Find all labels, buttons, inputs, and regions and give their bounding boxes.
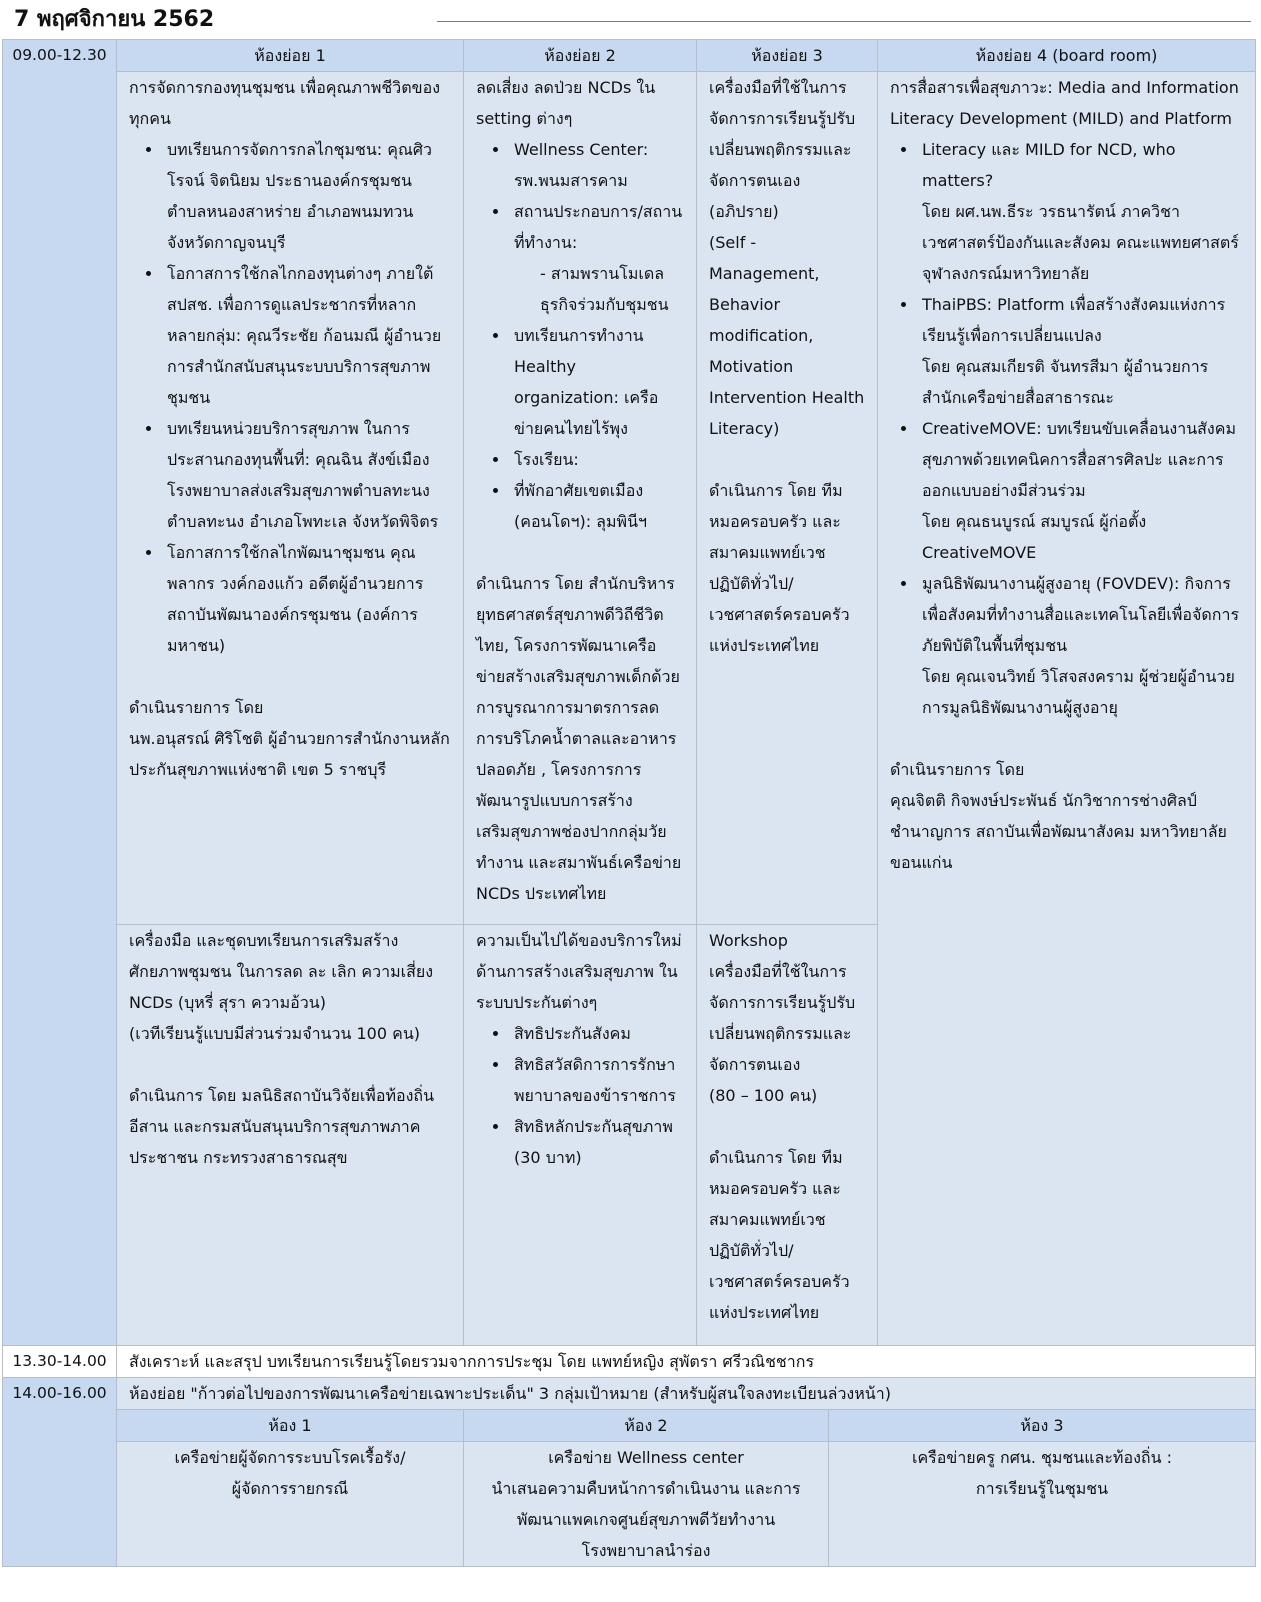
- item-by: โดย ผศ.นพ.ธีระ วรธนารัตน์ ภาควิชาเวชศาสตร์ป้องกันและสังคม คณะแพทยศาสตร์ จุฬาลงกรณ์มหาวิทยาลัย: [922, 202, 1239, 283]
- list-item: • สิทธิสวัสดิการการรักษาพยาบาลของข้าราชการ: [510, 1049, 684, 1111]
- room2-session-bottom: [464, 925, 697, 1346]
- afternoon-room2: [464, 1442, 829, 1567]
- room4-organizer-label: ดำเนินรายการ โดย: [890, 760, 1025, 779]
- item-lead: • Literacy และ MILD for NCD, who matters?: [922, 140, 1176, 190]
- afternoon-room2-header: ห้อง 2: [464, 1410, 829, 1442]
- list-item: • บทเรียนการทำงาน Healthy organization: เครือข่ายคนไทยไร้พุง: [510, 320, 684, 444]
- room-line: ผู้จัดการรายกรณี: [231, 1479, 349, 1498]
- room3-bottom-label: Workshop: [709, 931, 788, 950]
- room2-bottom-bullets: [476, 1018, 684, 1173]
- morning-top-row: [3, 72, 1256, 925]
- sub-list-item: - สามพรานโมเดล ธุรกิจร่วมกับชุมชน: [536, 258, 684, 320]
- room1-bottom-title: เครื่องมือ และชุดบทเรียนการเสริมสร้างศักยภาพชุมชน ในการลด ละ เลิก ความเสี่ยง NCDs (บุหรี่ สุรา ความอ้วน): [129, 931, 434, 1012]
- list-item: • บทเรียนการจัดการกลไกชุมชน: คุณศิวโรจน์ จิตนิยม ประธานองค์กรชุมชนตำบลหนองสาหร่าย อำเภอพนมทวน จังหวัดกาญจนบุรี: [163, 134, 451, 258]
- list-item: [918, 134, 1243, 289]
- afternoon-room-header-row: [3, 1410, 1256, 1442]
- list-item: [918, 568, 1243, 723]
- room-line: เครือข่ายผู้จัดการระบบโรคเรื้อรัง/: [174, 1448, 406, 1467]
- afternoon-description: ห้องย่อย "ก้าวต่อไปของการพัฒนาเครือข่ายเฉพาะประเด็น" 3 กลุ่มเป้าหมาย (สำหรับผู้สนใจลงทะเบียนล่วงหน้า): [117, 1378, 1256, 1410]
- room3-organizer: ดำเนินการ โดย ทีมหมอครอบครัว และสมาคมแพทย์เวชปฏิบัติทั่วไป/ เวชศาสตร์ครอบครัวแห่งประเทศไทย: [709, 481, 850, 655]
- room2-organizer: ดำเนินการ โดย สำนักบริหารยุทธศาสตร์สุขภาพดีวิถีชีวิตไทย, โครงการพัฒนาเครือข่ายสร้างเสริมสุขภาพเด็กด้วยการบูรณาการมาตรการลดการบริโภคน้ำตาลและอาหารปลอดภัย , โครงการการพัฒนารูปแบบการสร้างเสริมสุขภาพช่องปากกลุ่มวัยทำงาน และสมาพันธ์เครือข่าย NCDs ประเทศไทย: [476, 574, 682, 903]
- list-item: [918, 413, 1243, 568]
- list-item: • ที่พักอาศัยเขตเมือง (คอนโดฯ): ลุมพินีฯ: [510, 475, 684, 537]
- list-item: • โรงเรียน:: [510, 444, 684, 475]
- room3-header: ห้องย่อย 3: [697, 40, 878, 72]
- room3-bottom-title: เครื่องมือที่ใช้ในการจัดการการเรียนรู้ปรับเปลี่ยนพฤติกรรมและจัดการตนเอง: [709, 962, 856, 1074]
- item-lead: • มูลนิธิพัฒนางานผู้สูงอายุ (FOVDEV): กิจการเพื่อสังคมที่ทำงานสื่อและเทคโนโลยีเพื่อจัดการภัยพิบัติในพื้นที่ชุมชน: [922, 574, 1240, 655]
- room1-header: ห้องย่อย 1: [117, 40, 464, 72]
- item-by: โดย คุณธนบูรณ์ สมบูรณ์ ผู้ก่อตั้ง CreativeMOVE: [922, 512, 1147, 562]
- list-item: • โอกาสการใช้กลไกกองทุนต่างๆ ภายใต้ สปสช. เพื่อการดูแลประชากรที่หลากหลายกลุ่ม: คุณวีระชัย ก้อนมณี ผู้อำนวยการสำนักสนับสนุนระบบบริการสุขภาพชุมชน: [163, 258, 451, 413]
- room1-session-bottom: [117, 925, 464, 1346]
- list-item: • บทเรียนหน่วยบริการสุขภาพ ในการประสานกองทุนพื้นที่: คุณฉิน สังข์เมือง โรงพยาบาลส่งเสริมสุขภาพตำบลทะนง ตำบลทะนง อำเภอโพทะเล จังหวัดพิจิตร: [163, 413, 451, 537]
- list-item: • สิทธิหลักประกันสุขภาพ (30 บาท): [510, 1111, 684, 1173]
- list-item: [918, 289, 1243, 413]
- room3-session-bottom: [697, 925, 878, 1346]
- room1-session-top: [117, 72, 464, 925]
- midday-summary: สังเคราะห์ และสรุป บทเรียนการเรียนรู้โดยรวมจากการประชุม โดย แพทย์หญิง สุพัตรา ศรีวณิชชากร: [117, 1346, 1256, 1378]
- room-line: โรงพยาบาลนำร่อง: [581, 1541, 711, 1560]
- afternoon-room3-header: ห้อง 3: [829, 1410, 1256, 1442]
- room2-bottom-title: ความเป็นไปได้ของบริการใหม่ด้านการสร้างเสริมสุขภาพ ในระบบประกันต่างๆ: [476, 931, 682, 1012]
- morning-time: 09.00-12.30: [3, 40, 117, 1346]
- room3-bottom-organizer: ดำเนินการ โดย ทีมหมอครอบครัว และสมาคมแพทย์เวชปฏิบัติทั่วไป/ เวชศาสตร์ครอบครัวแห่งประเทศไทย: [709, 1148, 850, 1322]
- room4-session: [878, 72, 1256, 1346]
- room2-top-title: ลดเสี่ยง ลดป่วย NCDs ใน setting ต่างๆ: [476, 78, 656, 128]
- afternoon-time: 14.00-16.00: [3, 1378, 117, 1567]
- heading-rule: [437, 21, 1251, 22]
- list-item: • โอกาสการใช้กลไกพัฒนาชุมชน คุณพลากร วงค์กองแก้ว อดีตผู้อำนวยการสถาบันพัฒนาองค์กรชุมชน (องค์การมหาชน): [163, 537, 451, 661]
- sub-list: [514, 258, 684, 320]
- midday-time: 13.30-14.00: [3, 1346, 117, 1378]
- room-line: นำเสนอความคืบหน้าการดำเนินงาน และการ: [491, 1479, 801, 1498]
- midday-row: [3, 1346, 1256, 1378]
- room1-top-bullets: [129, 134, 451, 661]
- room-line: การเรียนรู้ในชุมชน: [975, 1479, 1109, 1498]
- item-by: โดย คุณเจนวิทย์ วิโสจสงคราม ผู้ช่วยผู้อำนวยการมูลนิธิพัฒนางานผู้สูงอายุ: [922, 667, 1235, 717]
- room-line: เครือข่าย Wellness center: [548, 1448, 744, 1467]
- list-item: [510, 196, 684, 320]
- room2-header: ห้องย่อย 2: [464, 40, 697, 72]
- room3-session-top: [697, 72, 878, 925]
- room1-organizer: นพ.อนุสรณ์ ศิริโชติ ผู้อำนวยการสำนักงานหลักประกันสุขภาพแห่งชาติ เขต 5 ราชบุรี: [129, 729, 450, 779]
- list-item-text: สถานประกอบการ/สถานที่ทำงาน:: [514, 202, 683, 252]
- room-line: เครือข่ายครู กศน. ชุมชนและท้องถิ่น :: [912, 1448, 1172, 1467]
- room1-organizer-label: ดำเนินรายการ โดย: [129, 698, 264, 717]
- room4-title: การสื่อสารเพื่อสุขภาวะ: Media and Information Literacy Development (MILD) and Platform: [890, 78, 1239, 128]
- list-item: • สิทธิประกันสังคม: [510, 1018, 684, 1049]
- room4-header: ห้องย่อย 4 (board room): [878, 40, 1256, 72]
- room-line: พัฒนาแพคเกจศูนย์สุขภาพดีวัยทำงาน: [516, 1510, 776, 1529]
- afternoon-room3: [829, 1442, 1256, 1567]
- room1-bottom-organizer: ดำเนินการ โดย มลนิธิสถาบันวิจัยเพื่อท้องถิ่นอีสาน และกรมสนับสนุนบริการสุขภาพภาคประชาชน กระทรวงสาธารณสุข: [129, 1086, 435, 1167]
- afternoon-room-row: [3, 1442, 1256, 1567]
- room1-bottom-note: (เวทีเรียนรู้แบบมีส่วนร่วมจำนวน 100 คน): [129, 1024, 421, 1043]
- item-lead: • CreativeMOVE: บทเรียนขับเคลื่อนงานสังคม สุขภาพด้วยเทคนิคการสื่อสารศิลปะ และการออกแบบอย่างมีส่วนร่วม: [922, 419, 1236, 500]
- room2-top-bullets: [476, 134, 684, 537]
- date-heading: 7 พฤศจิกายน 2562: [14, 7, 215, 32]
- room3-top-english: (Self - Management, Behavior modification, Motivation Intervention Health Literacy): [709, 233, 865, 438]
- room3-bottom-count: (80 – 100 คน): [709, 1086, 818, 1105]
- room2-session-top: [464, 72, 697, 925]
- morning-header-row: [3, 40, 1256, 72]
- room1-top-title: การจัดการกองทุนชุมชน เพื่อคุณภาพชีวิตของทุกคน: [129, 78, 441, 128]
- afternoon-room1: [117, 1442, 464, 1567]
- item-by: โดย คุณสมเกียรติ จันทรสีมา ผู้อำนวยการสำนักเครือข่ายสื่อสาธารณะ: [922, 357, 1209, 407]
- list-item: • Wellness Center: รพ.พนมสารคาม: [510, 134, 684, 196]
- room4-items: [890, 134, 1243, 723]
- room3-top-title: เครื่องมือที่ใช้ในการจัดการการเรียนรู้ปรับเปลี่ยนพฤติกรรมและจัดการตนเอง (อภิปราย): [709, 78, 856, 221]
- afternoon-row: [3, 1378, 1256, 1410]
- schedule-table: [2, 39, 1256, 1567]
- item-lead: • ThaiPBS: Platform เพื่อสร้างสังคมแห่งการเรียนรู้เพื่อการเปลี่ยนแปลง: [922, 295, 1226, 345]
- room4-organizer: คุณจิตติ กิจพงษ์ประพันธ์ นักวิชาการช่างศิลป์ชำนาญการ สถาบันเพื่อพัฒนาสังคม มหาวิทยาลัยขอนแก่น: [890, 791, 1227, 872]
- afternoon-room1-header: ห้อง 1: [117, 1410, 464, 1442]
